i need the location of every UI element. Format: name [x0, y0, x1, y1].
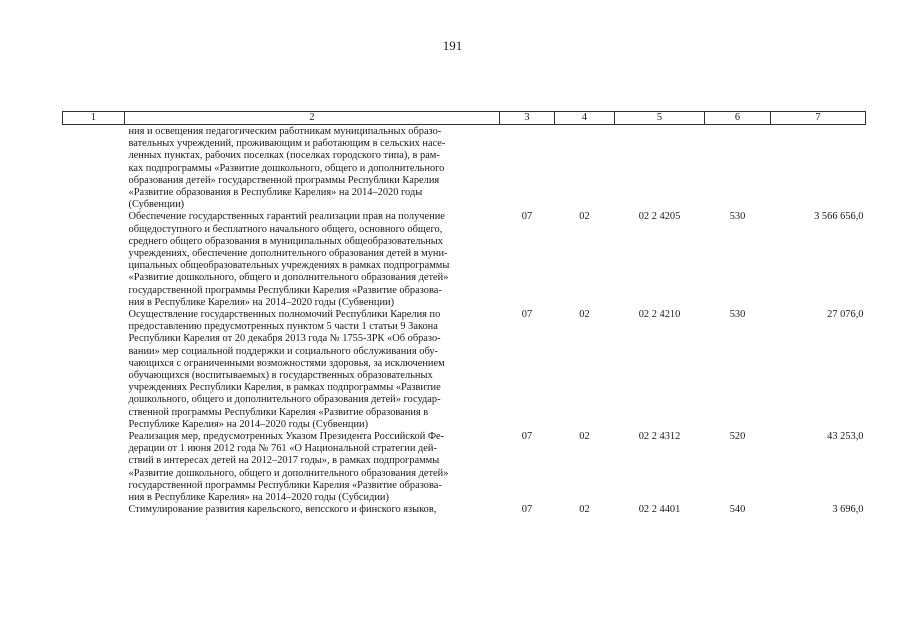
table-row [63, 309, 866, 431]
row-description: ния и освещения педагогическим работникам муниципальных образо- вательных учреждений, проживающим и работающим в сельских насе- ленных пунктах, рабочих поселках (поселках городского типа), в рам- ках подпрограммы «Развитие дошкольного, общего и дополнительного образования детей» государственной программы Республики Карелия «Развитие образования в Республике Карелия» на 2014–2020 годы (Субвенции) [128, 126, 446, 211]
cell-col-1 [63, 125, 125, 212]
cell-col-1 [63, 504, 125, 516]
amount: 3 696,0 [832, 504, 864, 516]
cell-col-1 [63, 211, 125, 309]
header-col-1: 1 [63, 112, 125, 125]
target-article-code [615, 125, 705, 212]
section-code [500, 125, 555, 212]
cell-col-1 [63, 431, 125, 504]
header-col-3: 3 [500, 112, 555, 125]
table-header [63, 112, 866, 125]
header-row [63, 112, 866, 125]
row-description: Реализация мер, предусмотренных Указом Президента Российской Фе- дерации от 1 июня 2012 года № 761 «О Национальной стратегии дей- ствий в интересах детей на 2012–2017 годы», в рамках подпрограммы «Развитие дошкольного, общего и дополнительного образования детей» государственной программы Республики Карелия «Развитие образова- ния в Республике Карелия» на 2014–2020 годы (Субсидии) [128, 431, 449, 504]
header-col-4: 4 [555, 112, 615, 125]
amount: 3 566 656,0 [814, 211, 864, 223]
subsection-code [555, 125, 615, 212]
row-description: Обеспечение государственных гарантий реализации прав на получение общедоступного и бесплатного начального общего, основного общего, среднего общего образования в муниципальных общеобразовательных учреждениях, обеспечение дополнительного образования детей в муни- ципальных общеобразовательных учреждениях в рамках подпрограммы «Развитие дошкольного, общего и дополнительного образования детей» государственной программы Республики Карелия «Развитие образова- ния в Республике Карелия» на 2014–2020 годы (Субвенции) [128, 211, 450, 308]
page-number: 191 [442, 38, 463, 53]
expense-type-code [705, 125, 771, 212]
subsection-code: 02 [579, 309, 590, 321]
row-description: Осуществление государственных полномочий Республики Карелия по предоставлению предусмотренных пунктом 5 части 1 статьи 9 Закона Республики Карелия от 20 декабря 2013 года № 1755-ЗРК «Об образо- вании» мер социальной поддержки и социального обслуживания обу- чающихся с ограниченными возможностями здоровья, за исключением обучающихся (воспитываемых) в государственных образовательных учреждениях Республики Карелия, в рамках подпрограммы «Развитие дошкольного, общего и дополнительного образования детей» государ- ственной программы Республики Карелия «Развитие образования в Республике Карелия» на 2014–2020 годы (Субвенции) [128, 309, 445, 430]
section-code: 07 [521, 504, 533, 516]
table-row [63, 431, 866, 504]
target-article-code: 02 2 4312 [638, 431, 681, 443]
amount: 43 253,0 [827, 431, 864, 443]
target-article-code: 02 2 4210 [638, 309, 681, 321]
section-code: 07 [521, 211, 533, 223]
table-row [63, 125, 866, 212]
budget-table [62, 111, 866, 517]
target-article-code: 02 2 4401 [638, 504, 681, 516]
header-col-7: 7 [771, 112, 866, 125]
row-description: Стимулирование развития карельского, вепсского и финского языков, [128, 504, 437, 516]
expense-type-code: 540 [729, 504, 746, 516]
table-body [63, 125, 866, 517]
section-code: 07 [521, 431, 533, 443]
table-row [63, 504, 866, 516]
subsection-code: 02 [579, 431, 590, 443]
cell-col-1 [63, 309, 125, 431]
header-col-2: 2 [125, 112, 500, 125]
amount: 27 076,0 [827, 309, 864, 321]
target-article-code: 02 2 4205 [638, 211, 681, 223]
table-row [63, 211, 866, 309]
expense-type-code: 530 [729, 211, 746, 223]
expense-type-code: 520 [729, 431, 746, 443]
subsection-code: 02 [579, 504, 590, 516]
header-col-6: 6 [705, 112, 771, 125]
section-code: 07 [521, 309, 533, 321]
subsection-code: 02 [579, 211, 590, 223]
expense-type-code: 530 [729, 309, 746, 321]
header-col-5: 5 [615, 112, 705, 125]
amount [771, 125, 866, 212]
